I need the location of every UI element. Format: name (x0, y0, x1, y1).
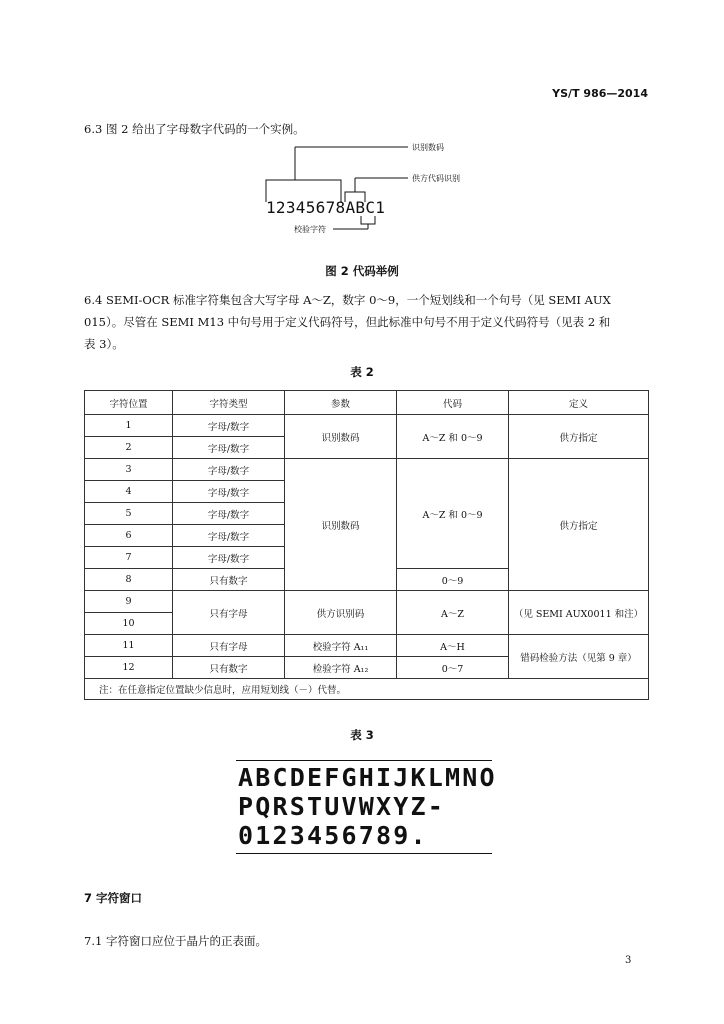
header-parameter: 参数 (285, 391, 397, 415)
cell-position: 8 (85, 569, 173, 591)
standard-code: YS/T 986—2014 (552, 87, 648, 100)
figure-2-bracket-lines (250, 130, 490, 242)
cell-parameter: 供方识别码 (285, 591, 397, 635)
header-position: 字符位置 (85, 391, 173, 415)
table-2-caption: 表 2 (350, 365, 374, 379)
table-note-row (85, 679, 649, 700)
table-row (85, 591, 649, 613)
cell-position: 3 (85, 459, 173, 481)
section-6-4-line-3: 表 3）。 (84, 337, 124, 351)
cell-code: A～Z (397, 591, 509, 635)
label-check-char: 校验字符 (294, 225, 326, 234)
cell-code: A～Z 和 0～9 (397, 459, 509, 569)
cell-position: 4 (85, 481, 173, 503)
cell-type: 只有数字 (173, 569, 285, 591)
cell-position: 2 (85, 437, 173, 459)
figure-2-caption: 图 2 代码举例 (325, 264, 399, 278)
cell-code: 0～9 (397, 569, 509, 591)
cell-definition: 供方指定 (509, 415, 649, 459)
cell-position: 10 (85, 613, 173, 635)
cell-code: 0～7 (397, 657, 509, 679)
cell-parameter: 识别数码 (285, 415, 397, 459)
table-row (85, 415, 649, 437)
cell-position: 11 (85, 635, 173, 657)
cell-type: 字母/数字 (173, 437, 285, 459)
section-6-3-text: 6.3 图 2 给出了字母数字代码的一个实例。 (84, 122, 305, 136)
label-supplier-id: 供方代码识别 (412, 174, 460, 183)
cell-position: 7 (85, 547, 173, 569)
cell-type: 字母/数字 (173, 415, 285, 437)
cell-definition: （见 SEMI AUX0011 和注） (509, 591, 649, 635)
table-row (85, 459, 649, 481)
section-7-1-text: 7.1 字符窗口应位于晶片的正表面。 (84, 934, 267, 948)
ocr-line-1: ABCDEFGHIJKLMNO (238, 763, 497, 792)
table-row (85, 635, 649, 657)
cell-type: 字母/数字 (173, 459, 285, 481)
table-2 (84, 390, 649, 700)
cell-definition: 供方指定 (509, 459, 649, 591)
section-6-4-line-2: 015）。尽管在 SEMI M13 中句号用于定义代码符号，但此标准中句号不用于定义代码符号（见表 2 和 (84, 315, 611, 329)
cell-parameter: 识别数码 (285, 459, 397, 591)
cell-position: 9 (85, 591, 173, 613)
header-type: 字符类型 (173, 391, 285, 415)
table-3-caption: 表 3 (350, 728, 374, 742)
cell-code: A～H (397, 635, 509, 657)
ocr-line-2: PQRSTUVWXYZ- (238, 792, 446, 821)
label-id-code: 识别数码 (412, 143, 444, 152)
cell-type: 只有字母 (173, 591, 285, 635)
cell-parameter: 检验字符 A₁₂ (285, 657, 397, 679)
cell-type: 字母/数字 (173, 481, 285, 503)
table-note: 注：在任意指定位置缺少信息时，应用短划线（－）代替。 (85, 679, 649, 700)
header-definition: 定义 (509, 391, 649, 415)
cell-type: 字母/数字 (173, 503, 285, 525)
cell-type: 字母/数字 (173, 525, 285, 547)
ocr-line-3: 0123456789. (238, 821, 428, 850)
table-3-top-rule (236, 760, 492, 761)
cell-position: 12 (85, 657, 173, 679)
table-3 (236, 760, 497, 854)
cell-definition: 错码检验方法（见第 9 章） (509, 635, 649, 679)
cell-type: 只有字母 (173, 635, 285, 657)
section-6-4-line-1: 6.4 SEMI-OCR 标准字符集包含大写字母 A～Z，数字 0～9，一个短划线和一个句号（见 SEMI AUX (84, 293, 611, 307)
table-3-bottom-rule (236, 853, 492, 854)
cell-position: 5 (85, 503, 173, 525)
header-code: 代码 (397, 391, 509, 415)
section-6-4-text (84, 289, 650, 355)
page-number: 3 (625, 955, 632, 966)
cell-code: A～Z 和 0～9 (397, 415, 509, 459)
figure-2 (250, 130, 490, 242)
cell-position: 1 (85, 415, 173, 437)
example-code: 12345678ABC1 (266, 198, 386, 217)
cell-type: 只有数字 (173, 657, 285, 679)
section-7-heading: 7 字符窗口 (84, 891, 143, 905)
cell-position: 6 (85, 525, 173, 547)
cell-type: 字母/数字 (173, 547, 285, 569)
table-header-row (85, 391, 649, 415)
cell-parameter: 校验字符 A₁₁ (285, 635, 397, 657)
